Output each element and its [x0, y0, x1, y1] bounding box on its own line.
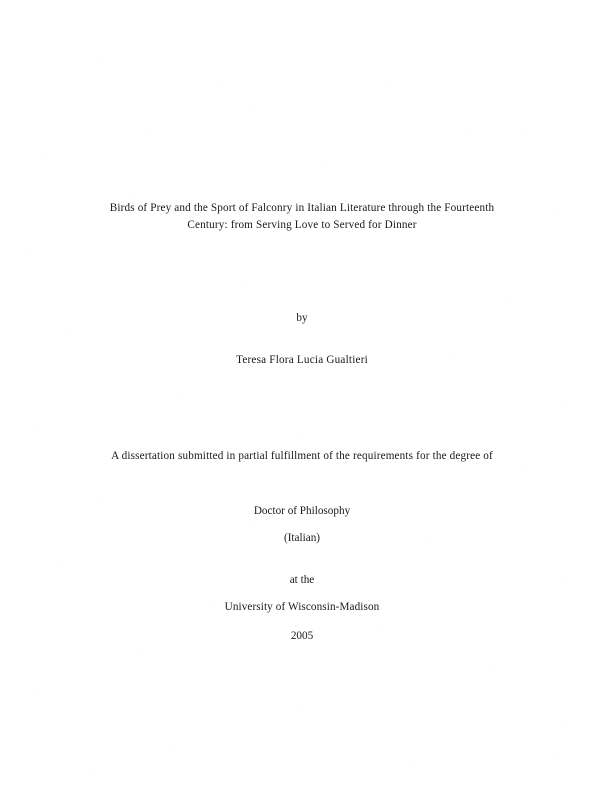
- author-name: Teresa Flora Lucia Gualtieri: [236, 354, 368, 366]
- at-the-label: at the: [289, 574, 315, 586]
- publication-year: 2005: [290, 630, 314, 642]
- title-line-2: Century: from Serving Love to Served for Dinner: [187, 219, 417, 231]
- by-label: by: [296, 312, 308, 324]
- title-line-1: Birds of Prey and the Sport of Falconry in Italian Literature through the Fourteenth: [109, 202, 495, 214]
- degree-name: Doctor of Philosophy: [253, 505, 351, 517]
- dissertation-title: [62, 200, 542, 234]
- field-of-study: (Italian): [283, 532, 321, 544]
- institution-name: University of Wisconsin-Madison: [224, 601, 380, 613]
- submission-statement: A dissertation submitted in partial fulfillment of the requirements for the degree of: [111, 450, 493, 462]
